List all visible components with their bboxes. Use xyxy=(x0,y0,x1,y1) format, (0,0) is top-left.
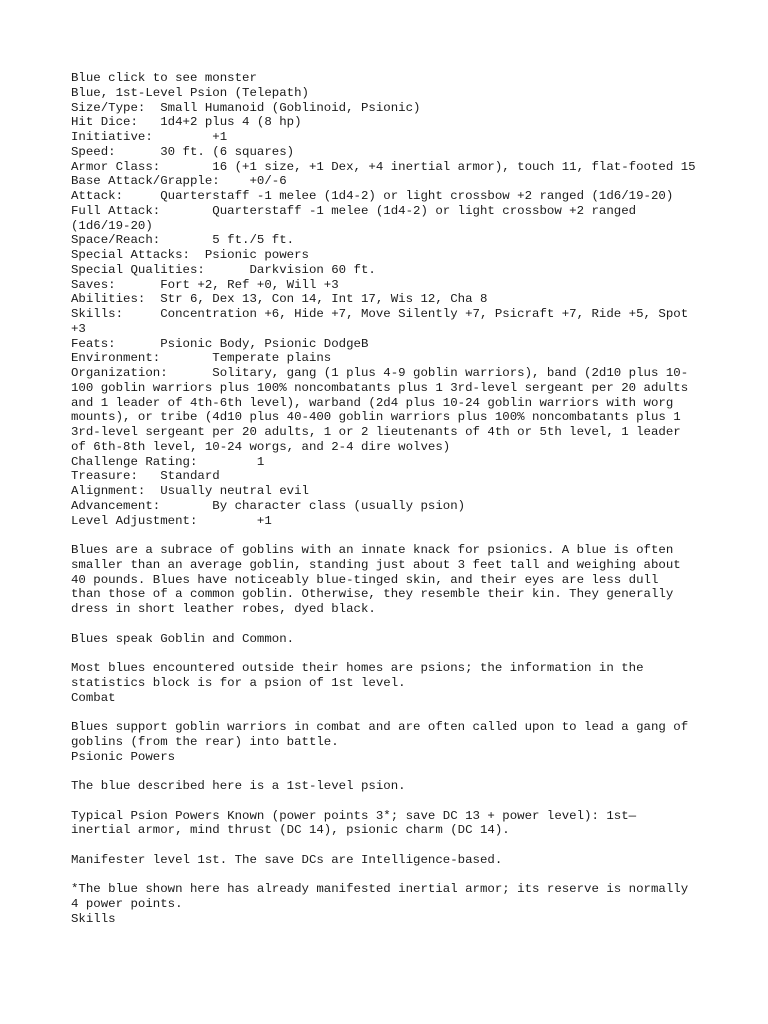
skills-continued: +3 xyxy=(71,321,86,336)
description-paragraph xyxy=(71,543,711,617)
description-line: 40 pounds. Blues have noticeably blue-tinged skin, and their eyes are less dull xyxy=(71,572,659,587)
size-type: Size/Type: Small Humanoid (Goblinoid, Psionic) xyxy=(71,100,421,115)
feats: Feats: Psionic Body, Psionic DodgeB xyxy=(71,336,369,351)
description-line: than those of a common goblin. Otherwise, they resemble their kin. They generally xyxy=(71,587,674,602)
special-qualities: Special Qualities: Darkvision 60 ft. xyxy=(71,262,376,277)
skills: Skills: Concentration +6, Hide +7, Move Silently +7, Psicraft +7, Ride +5, Spot xyxy=(71,307,689,321)
description-line: dress in short leather robes, dyed black. xyxy=(71,602,376,616)
base-attack-grapple: Base Attack/Grapple: +0/-6 xyxy=(71,174,287,189)
initiative: Initiative: +1 xyxy=(71,130,228,144)
organization-continued: 3rd-level sergeant per 20 adults, 1 or 2 lieutenants of 4th or 5th level, 1 leader xyxy=(71,425,681,439)
space-reach: Space/Reach: 5 ft./5 ft. xyxy=(71,233,295,248)
spacer xyxy=(71,528,711,543)
armor-class: Armor Class: 16 (+1 size, +1 Dex, +4 inertial armor), touch 11, flat-footed 15 xyxy=(71,159,696,174)
psionic-powers-heading: Psionic Powers xyxy=(71,749,176,764)
advancement: Advancement: By character class (usually psion) xyxy=(71,498,466,513)
attack: Attack: Quarterstaff -1 melee (1d4-2) or light crossbow +2 ranged (1d6/19-20) xyxy=(71,189,674,203)
abilities: Abilities: Str 6, Dex 13, Con 14, Int 17, Wis 12, Cha 8 xyxy=(71,292,488,307)
spacer xyxy=(71,794,711,809)
environment: Environment: Temperate plains xyxy=(71,351,332,366)
organization-continued: 100 goblin warriors plus 100% noncombatants plus 1 3rd-level sergeant per 20 adults xyxy=(71,380,689,395)
saves: Saves: Fort +2, Ref +0, Will +3 xyxy=(71,277,339,292)
combat-paragraph xyxy=(71,720,711,750)
document-page xyxy=(71,71,711,927)
footnote-line: 4 power points. xyxy=(71,897,183,911)
hit-dice: Hit Dice: 1d4+2 plus 4 (8 hp) xyxy=(71,115,302,130)
spacer xyxy=(71,764,711,779)
psion-note-line: Most blues encountered outside their homes are psions; the information in the xyxy=(71,661,644,675)
organization-continued: mounts), or tribe (4d10 plus 40-400 goblin warriors plus 100% noncombatants plus 1 xyxy=(71,410,681,425)
powers-known-paragraph xyxy=(71,809,711,839)
skills-heading: Skills xyxy=(71,911,116,926)
level-adjustment: Level Adjustment: +1 xyxy=(71,513,272,528)
footnote-line: *The blue shown here has already manifested inertial armor; its reserve is normally xyxy=(71,882,689,897)
psion-level-paragraph: The blue described here is a 1st-level psion. xyxy=(71,779,406,793)
treasure: Treasure: Standard xyxy=(71,469,220,484)
languages-paragraph: Blues speak Goblin and Common. xyxy=(71,631,295,646)
full-attack: Full Attack: Quarterstaff -1 melee (1d4-2) or light crossbow +2 ranged xyxy=(71,203,637,218)
organization: Organization: Solitary, gang (1 plus 4-9 goblin warriors), band (2d10 plus 10- xyxy=(71,366,689,380)
powers-known-line: Typical Psion Powers Known (power points 3*; save DC 13 + power level): 1st— xyxy=(71,808,637,823)
alignment: Alignment: Usually neutral evil xyxy=(71,484,309,498)
manifester-paragraph: Manifester level 1st. The save DCs are Intelligence-based. xyxy=(71,852,503,867)
full-attack-continued: (1d6/19-20) xyxy=(71,218,153,233)
organization-continued: of 6th-8th level, 10-24 worgs, and 2-4 dire wolves) xyxy=(71,439,451,454)
monster-name: Blue, 1st-Level Psion (Telepath) xyxy=(71,85,309,100)
spacer xyxy=(71,868,711,883)
description-line: Blues are a subrace of goblins with an innate knack for psionics. A blue is often xyxy=(71,543,674,557)
spacer xyxy=(71,646,711,661)
challenge-rating: Challenge Rating: 1 xyxy=(71,454,265,469)
stat-block xyxy=(71,71,711,528)
combat-line: Blues support goblin warriors in combat and are often called upon to lead a gang of xyxy=(71,720,689,734)
spacer xyxy=(71,838,711,853)
footnote-paragraph xyxy=(71,882,711,912)
monster-link-line[interactable]: Blue click to see monster xyxy=(71,71,257,85)
organization-continued: and 1 leader of 4th-6th level), warband (2d4 plus 10-24 goblin warriors with worg xyxy=(71,395,674,410)
spacer xyxy=(71,705,711,720)
description-line: smaller than an average goblin, standing just about 3 feet tall and weighing about xyxy=(71,557,681,572)
speed: Speed: 30 ft. (6 squares) xyxy=(71,144,295,159)
psion-note-line: statistics block is for a psion of 1st level. xyxy=(71,675,406,690)
combat-heading: Combat xyxy=(71,690,116,705)
psion-note-paragraph xyxy=(71,661,711,691)
special-attacks: Special Attacks: Psionic powers xyxy=(71,248,309,262)
powers-known-line: inertial armor, mind thrust (DC 14), psionic charm (DC 14). xyxy=(71,823,510,838)
combat-line: goblins (from the rear) into battle. xyxy=(71,734,339,749)
spacer xyxy=(71,617,711,632)
